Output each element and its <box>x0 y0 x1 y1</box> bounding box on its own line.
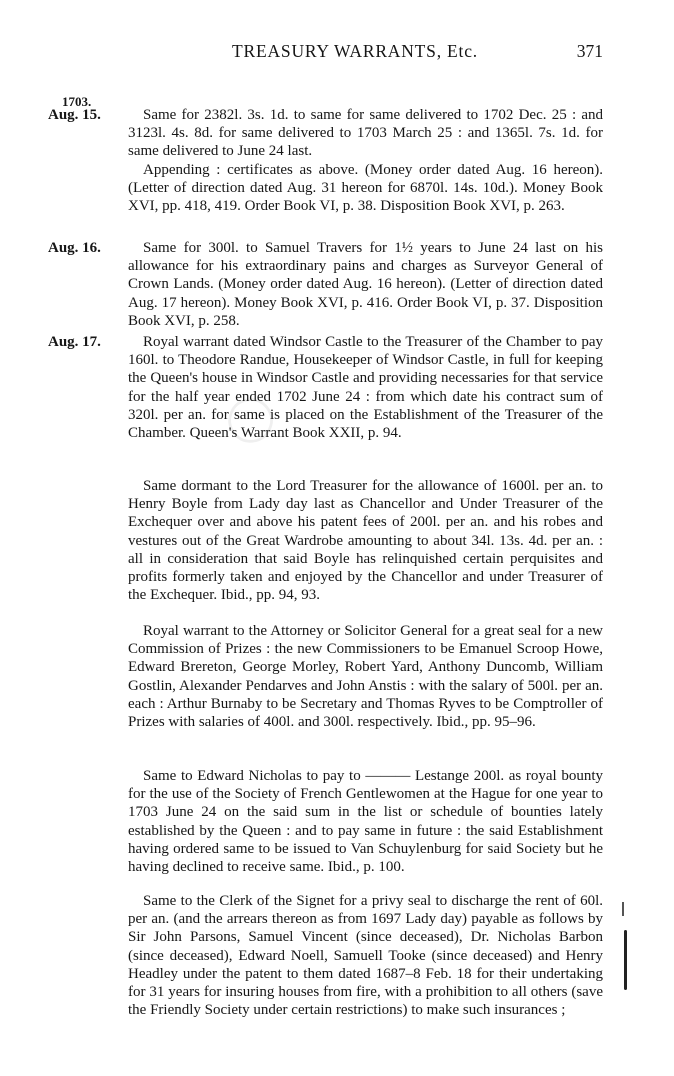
entry-paragraph: Royal warrant dated Windsor Castle to the Treasurer of the Chamber to pay 160l. to Theodore Randue, Housekeeper of Windsor Castle, in full for keeping the Queen's house in Windsor Castle and providing necessaries for that service for the half year ended 1702 June 24 : from which date his contract sum of 320l. per an. for same is placed on the Establishment of the Treasurer of the Chamber. Queen's Warrant Book XXII, p. 94. <box>128 334 603 442</box>
entry-appending: Appending : certificates as above. (Money order dated Aug. 16 hereon). (Letter of direction dated Aug. 31 hereon for 6870l. 14s. 10d.). Money Book XVI, pp. 418, 419. Order Book VI, p. 38. Disposition Book XVI, p. 263. <box>128 161 603 215</box>
entry-paragraph: Same for 300l. to Samuel Travers for 1½ years to June 24 last on his allowance for his extraordinary pains and charges as Surveyor General of Crown Lands. (Money order dated Aug. 16 hereon). (Letter of direction dated Aug. 17 hereon). Money Book XVI, p. 416. Order Book VI, p. 37. Disposition Book XVI, p. 258. <box>128 240 603 329</box>
entry-paragraph: Same to the Clerk of the Signet for a privy seal to discharge the rent of 60l. per an. (and the arrears thereon as from 1697 Lady day) payable as follows by Sir John Parsons, Samuel Vincent (since deceased), Dr. Nicholas Barbon (since deceased), Edward Noell, Samuell Tooke (since deceased) and Henry Headley under the patent to them dated 1687–8 Feb. 18 for their undertaking for 31 years for insuring houses from fire, with a prohibition to all others (save the Friendly Society under certain restrictions) to make such insurances ; <box>128 893 603 1019</box>
margin-mark <box>622 902 624 916</box>
entry-text <box>128 477 603 604</box>
entry-text <box>128 239 603 330</box>
entry-text <box>128 333 603 442</box>
entry-date: Aug. 16. <box>48 240 101 256</box>
watermark: ◯ <box>214 379 288 453</box>
entry-paragraph: Royal warrant to the Attorney or Solicitor General for a great seal for a new Commission of Prizes : the new Commissioners to be Emanuel Scroop Howe, Edward Brereton, George Morley, Robert Yard, Anthony Duncomb, William Gostlin, Alexander Pendarves and John Anstis : with the salary of 500l. per an. each : Arthur Burnaby to be Secretary and Thomas Ryves to be Comptroller of Prizes with salaries of 400l. and 300l. respectively. Ibid., pp. 95–96. <box>128 623 603 731</box>
entry-text <box>128 622 603 731</box>
year-marker: 1703. <box>62 94 92 109</box>
running-title: TREASURY WARRANTS, Etc. <box>232 41 478 61</box>
entry-date: Aug. 17. <box>48 334 101 350</box>
margin-bracket <box>624 930 627 990</box>
entry-date: Aug. 15. <box>48 107 101 123</box>
running-header <box>0 41 674 65</box>
entry-text <box>128 767 603 876</box>
entry-text <box>128 106 603 215</box>
entry-text <box>128 892 603 1019</box>
page-number: 371 <box>576 41 603 61</box>
entry-paragraph: Same to Edward Nicholas to pay to ——— Lestange 200l. as royal bounty for the use of the Society of French Gentlewomen at the Hague for one year to 1703 June 24 on the said sum in the list or schedule of bounties lately established by the Queen : and to pay same in future : the said Establishment having ordered same to be issued to Van Schuylenburg for said Society but he having declined to receive same. Ibid., p. 100. <box>128 768 603 876</box>
entry-paragraph: Same for 2382l. 3s. 1d. to same for same delivered to 1702 Dec. 25 : and 3123l. 4s. 8d. for same delivered to 1703 March 25 : and 1365l. 7s. 1d. for same delivered to June 24 last. <box>128 107 603 160</box>
entry-paragraph: Same dormant to the Lord Treasurer for the allowance of 1600l. per an. to Henry Boyle from Lady day last as Chancellor and Under Treasurer of the Exchequer over and above his patent fees of 200l. per an. and his robes and vestures out of the Great Wardrobe amounting to about 34l. 13s. 4d. per an. : all in consideration that said Boyle has relinquished certain perquisites and profits formerly taken and enjoyed by the Chancellor and under Treasurer of the Exchequer. Ibid., pp. 94, 93. <box>128 478 603 604</box>
